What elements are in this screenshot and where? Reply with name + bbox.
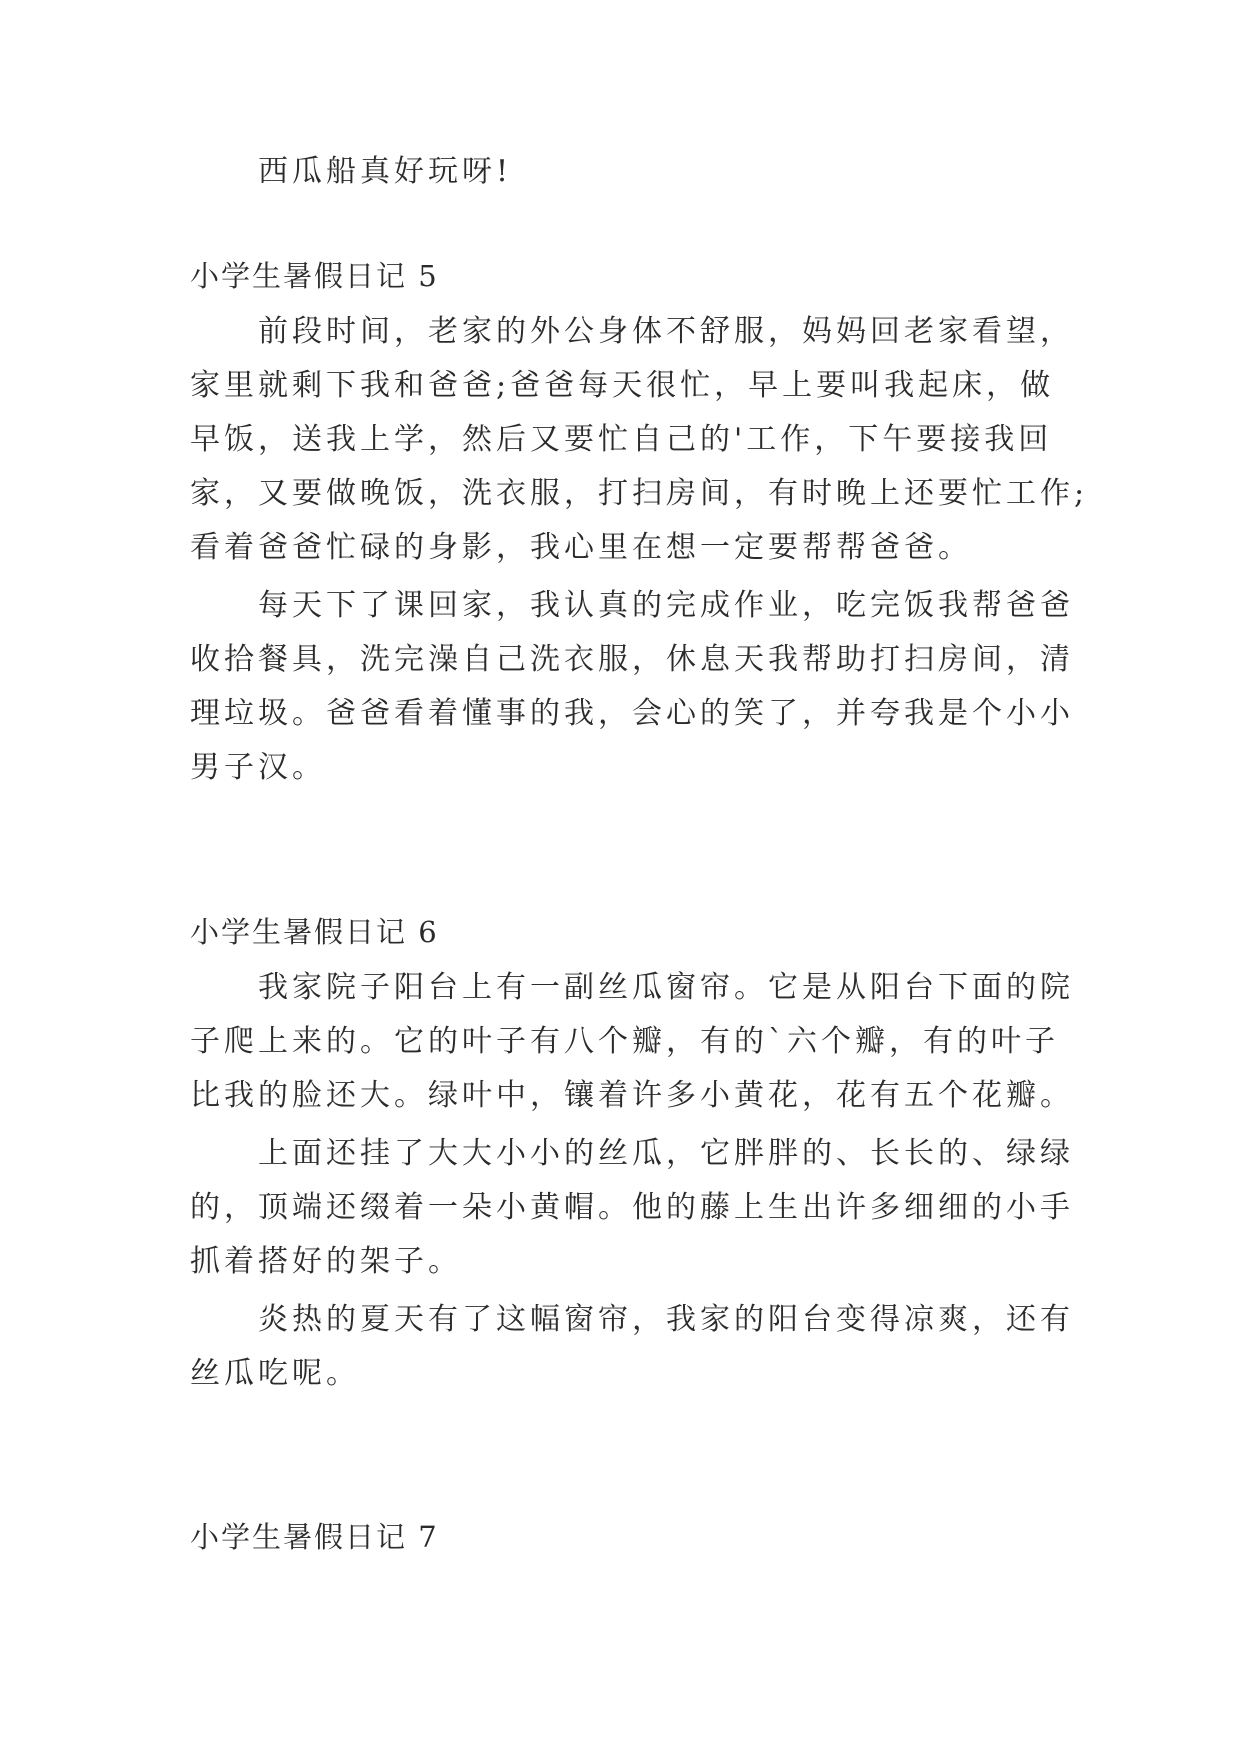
paragraph-line: 收拾餐具，洗完澡自己洗衣服，休息天我帮助打扫房间，清: [190, 642, 1074, 677]
paragraph-line: 家里就剩下我和爸爸;爸爸每天很忙，早上要叫我起床，做: [190, 368, 1055, 403]
paragraph-line: 家，又要做晚饭，洗衣服，打扫房间，有时晚上还要忙工作;: [190, 476, 1089, 511]
opening-line: 西瓜船真好玩呀!: [258, 154, 513, 189]
section-title: 小学生暑假日记 6: [190, 915, 439, 949]
paragraph-line: 的，顶端还缀着一朵小黄帽。他的藤上生出许多细细的小手: [190, 1190, 1074, 1225]
paragraph-line: 炎热的夏天有了这幅窗帘，我家的阳台变得凉爽，还有: [258, 1302, 1074, 1337]
paragraph-line: 上面还挂了大大小小的丝瓜，它胖胖的、长长的、绿绿: [258, 1136, 1074, 1171]
paragraph-line: 每天下了课回家，我认真的完成作业，吃完饭我帮爸爸: [258, 588, 1074, 623]
paragraph-line: 抓着搭好的架子。: [190, 1244, 462, 1279]
paragraph-line: 早饭，送我上学，然后又要忙自己的'工作，下午要接我回: [190, 422, 1053, 457]
paragraph-line: 看着爸爸忙碌的身影，我心里在想一定要帮帮爸爸。: [190, 530, 972, 565]
paragraph-line: 我家院子阳台上有一副丝瓜窗帘。它是从阳台下面的院: [258, 970, 1074, 1005]
paragraph-line: 男子汉。: [190, 750, 326, 785]
paragraph-line: 前段时间，老家的外公身体不舒服，妈妈回老家看望，: [258, 314, 1074, 349]
section-title: 小学生暑假日记 7: [190, 1520, 439, 1554]
paragraph-line: 子爬上来的。它的叶子有八个瓣，有的`六个瓣，有的叶子: [190, 1024, 1059, 1059]
section-title: 小学生暑假日记 5: [190, 259, 439, 293]
paragraph-line: 丝瓜吃呢。: [190, 1356, 360, 1391]
paragraph-line: 比我的脸还大。绿叶中，镶着许多小黄花，花有五个花瓣。: [190, 1078, 1074, 1113]
paragraph-line: 理垃圾。爸爸看着懂事的我，会心的笑了，并夸我是个小小: [190, 696, 1074, 731]
